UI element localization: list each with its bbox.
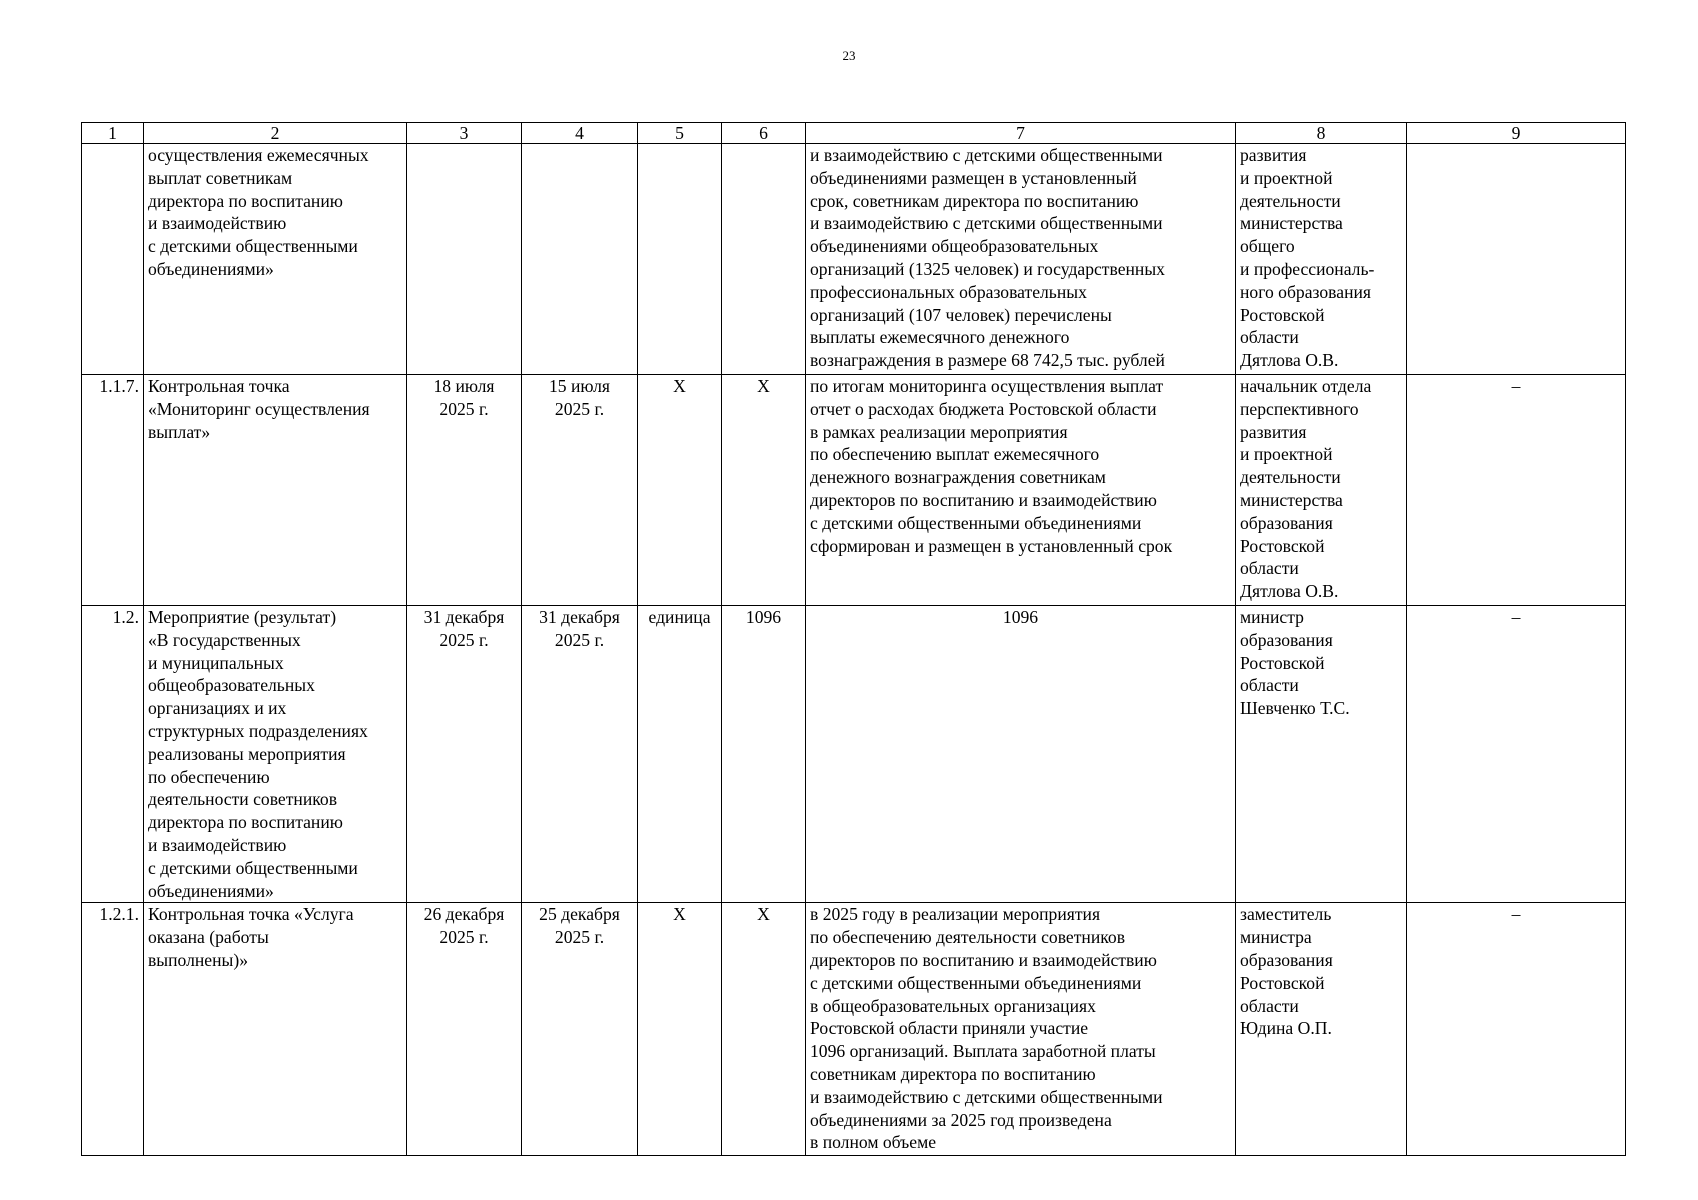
row-name: Мероприятие (результат) «В государственных и муниципальных общеобразовательных организациях и их структурных подразделениях реализованы мероприятия по обеспечению деятельности советников директора по воспитанию и взаимодействию с детскими общественными объединениями»: [144, 606, 407, 903]
row-name: Контрольная точка «Мониторинг осуществления выплат»: [144, 375, 407, 606]
row-value: Х: [722, 903, 806, 1156]
row-end-date: 15 июля 2025 г.: [522, 375, 638, 606]
row-name: Контрольная точка «Услуга оказана (работы выполнены)»: [144, 903, 407, 1156]
row-responsible: начальник отдела перспективного развития и проектной деятельности министерства образования Ростовской области Дятлова О.В.: [1236, 375, 1407, 606]
row-number: 1.1.7.: [82, 375, 144, 606]
header-col-8: 8: [1236, 123, 1407, 144]
row-unit: единица: [638, 606, 722, 903]
row-unit: Х: [638, 903, 722, 1156]
row-start-date: 18 июля 2025 г.: [407, 375, 522, 606]
row-start-date: [407, 144, 522, 375]
row-number: 1.2.1.: [82, 903, 144, 1156]
row-note: –: [1407, 903, 1626, 1156]
row-value: Х: [722, 375, 806, 606]
row-note: [1407, 144, 1626, 375]
row-start-date: 26 декабря 2025 г.: [407, 903, 522, 1156]
row-responsible: развития и проектной деятельности министерства общего и профессиональ- ного образования Ростовской области Дятлова О.В.: [1236, 144, 1407, 375]
table-row: [82, 606, 1626, 903]
table-row: [82, 903, 1626, 1156]
row-number: [82, 144, 144, 375]
row-note: –: [1407, 606, 1626, 903]
header-col-7: 7: [806, 123, 1236, 144]
header-col-4: 4: [522, 123, 638, 144]
page-number: 23: [842, 48, 856, 63]
row-start-date: 31 декабря 2025 г.: [407, 606, 522, 903]
row-result: в 2025 году в реализации мероприятия по обеспечению деятельности советников директоров по воспитанию и взаимодействию с детскими общественными объединениями в общеобразовательных организациях Ростовской области приняли участие 1096 организаций. Выплата заработной платы советникам директора по воспитанию и взаимодействию с детскими общественными объединениями за 2025 год произведена в полном объеме: [806, 903, 1236, 1156]
row-value: [722, 144, 806, 375]
row-result: 1096: [806, 606, 1236, 903]
row-result: и взаимодействию с детскими общественными объединениями размещен в установленный срок, советникам директора по воспитанию и взаимодействию с детскими общественными объединениями общеобразовательных организаций (1325 человек) и государственных профессиональных образовательных организаций (107 человек) перечислены выплаты ежемесячного денежного вознаграждения в размере 68 742,5 тыс. рублей: [806, 144, 1236, 375]
table-row: [82, 375, 1626, 606]
row-end-date: 31 декабря 2025 г.: [522, 606, 638, 903]
row-unit: [638, 144, 722, 375]
header-col-3: 3: [407, 123, 522, 144]
header-col-9: 9: [1407, 123, 1626, 144]
row-unit: Х: [638, 375, 722, 606]
header-col-6: 6: [722, 123, 806, 144]
row-number: 1.2.: [82, 606, 144, 903]
table-row: [82, 144, 1626, 375]
row-end-date: [522, 144, 638, 375]
row-name: осуществления ежемесячных выплат советникам директора по воспитанию и взаимодействию с детскими общественными объединениями»: [144, 144, 407, 375]
header-col-2: 2: [144, 123, 407, 144]
report-table: [81, 122, 1626, 1156]
header-row: [82, 123, 1626, 144]
row-value: 1096: [722, 606, 806, 903]
row-end-date: 25 декабря 2025 г.: [522, 903, 638, 1156]
row-responsible: министр образования Ростовской области Шевченко Т.С.: [1236, 606, 1407, 903]
row-responsible: заместитель министра образования Ростовской области Юдина О.П.: [1236, 903, 1407, 1156]
header-col-1: 1: [82, 123, 144, 144]
row-note: –: [1407, 375, 1626, 606]
header-col-5: 5: [638, 123, 722, 144]
row-result: по итогам мониторинга осуществления выплат отчет о расходах бюджета Ростовской области в рамках реализации мероприятия по обеспечению выплат ежемесячного денежного вознаграждения советникам директоров по воспитанию и взаимодействию с детскими общественными объединениями сформирован и размещен в установленный срок: [806, 375, 1236, 606]
